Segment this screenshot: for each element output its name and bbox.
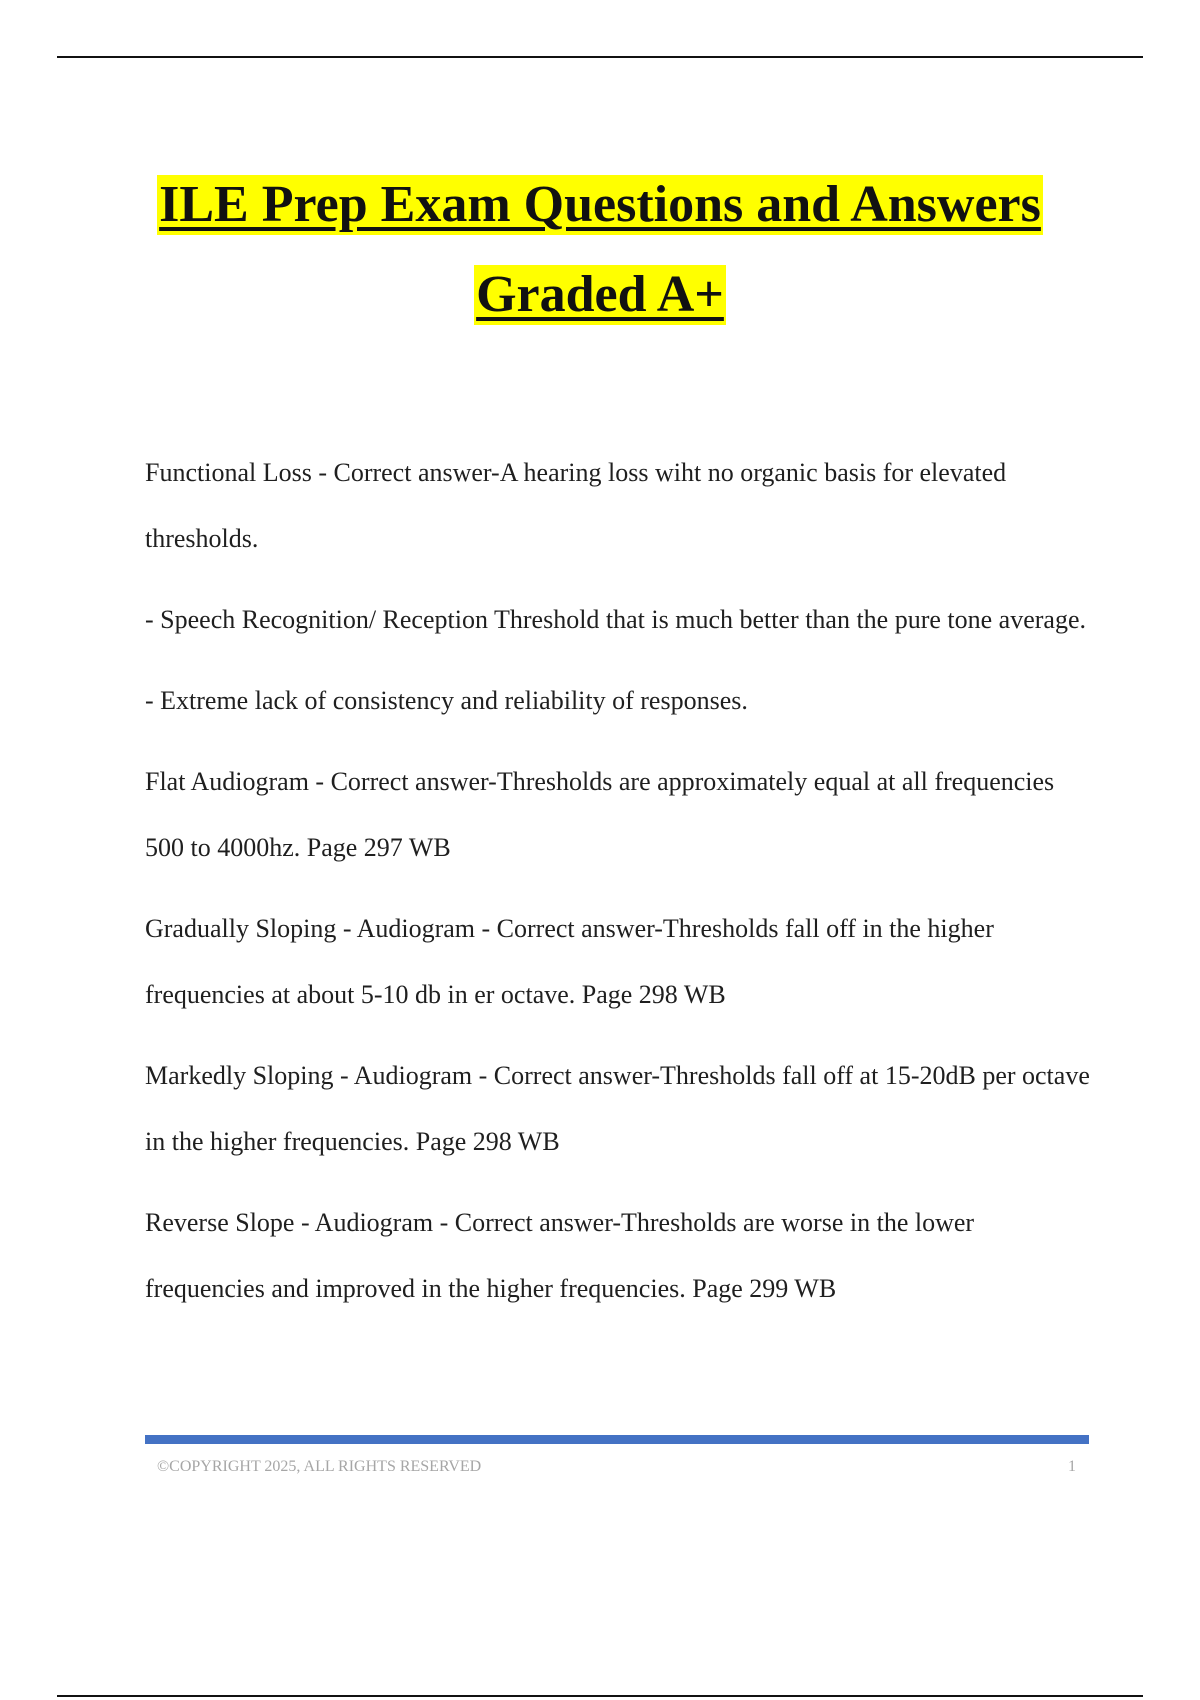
document-body: [145, 440, 1095, 1337]
paragraph-markedly-sloping: Markedly Sloping - Audiogram - Correct answer-Thresholds fall off at 15-20dB per octave in the higher frequencies. Page 298 WB: [145, 1061, 1090, 1156]
top-rule: [57, 56, 1143, 58]
paragraph-functional-loss: Functional Loss - Correct answer-A hearing loss wiht no organic basis for elevated thresholds.: [145, 458, 1007, 553]
paragraph-speech-recognition: - Speech Recognition/ Reception Threshold that is much better than the pure tone average.: [145, 605, 1087, 634]
paragraph-reverse-slope: Reverse Slope - Audiogram - Correct answer-Thresholds are worse in the lower frequencies and improved in the higher frequencies. Page 299 WB: [145, 1208, 975, 1303]
document-title: [0, 175, 1200, 325]
bottom-rule: [57, 1695, 1143, 1697]
footer-page-number: 1: [1068, 1458, 1076, 1475]
footer-copyright: ©COPYRIGHT 2025, ALL RIGHTS RESERVED: [157, 1458, 482, 1475]
title-line-1: ILE Prep Exam Questions and Answers: [159, 176, 1041, 233]
paragraph-consistency: - Extreme lack of consistency and reliability of responses.: [145, 686, 748, 715]
paragraph-flat-audiogram: Flat Audiogram - Correct answer-Thresholds are approximately equal at all frequencies 500 to 4000hz. Page 297 WB: [145, 767, 1055, 862]
paragraph-gradually-sloping: Gradually Sloping - Audiogram - Correct answer-Thresholds fall off in the higher frequencies at about 5-10 db in er octave. Page 298 WB: [145, 914, 994, 1009]
footer-bar: [145, 1435, 1089, 1444]
title-line-2: Graded A+: [476, 266, 724, 323]
